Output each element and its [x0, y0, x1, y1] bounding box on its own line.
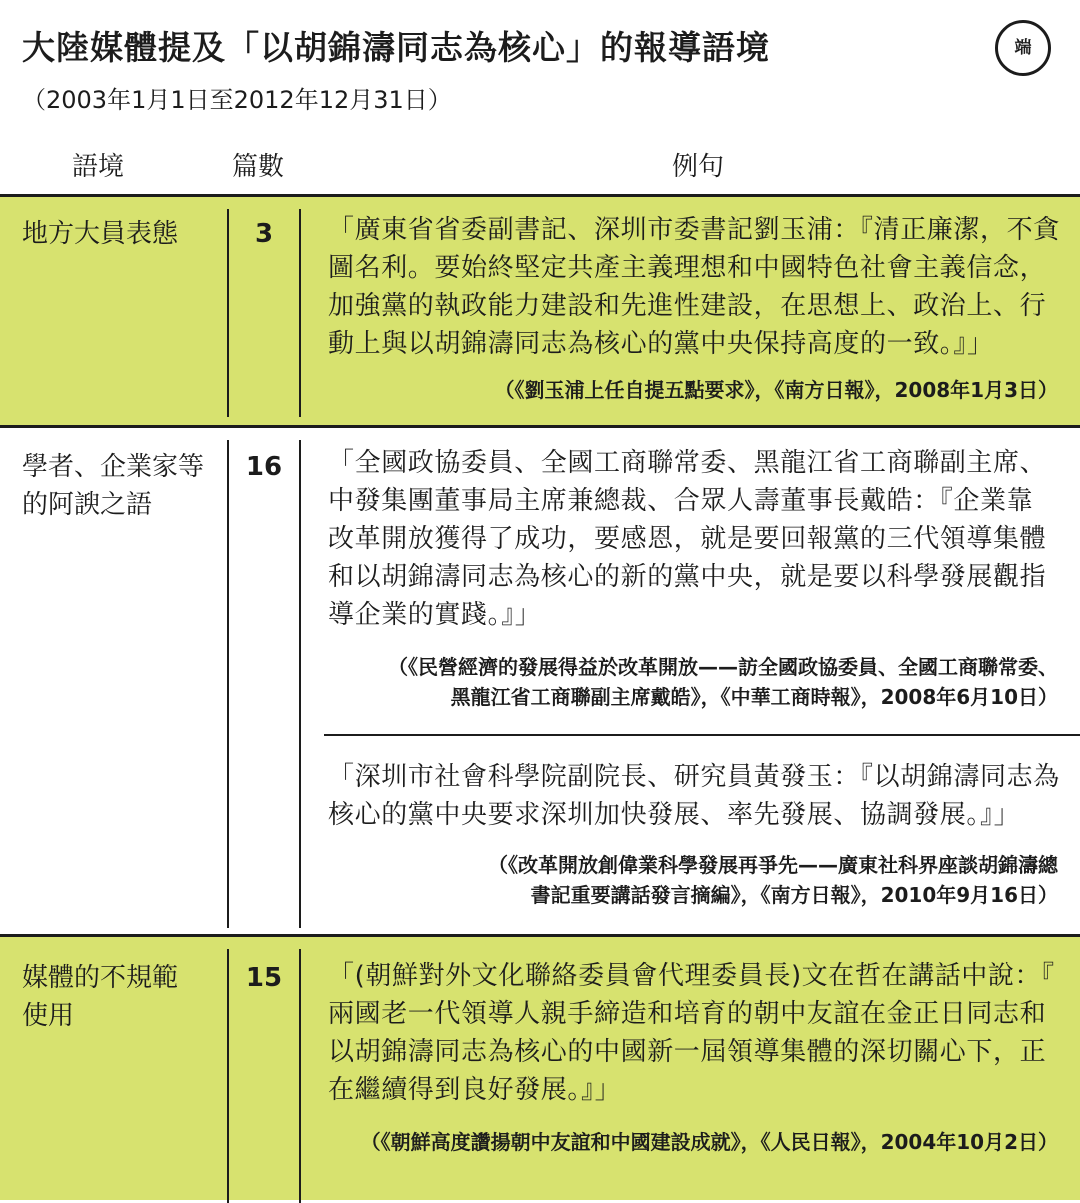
example-source: （《民營經濟的發展得益於改革開放——訪全國政協委員、全國工商聯常委、 黑龍江省工商聯副主席戴皓》，《中華工商時報》，2008年6月10日） [388, 655, 1058, 709]
column-header-count: 篇數 [232, 152, 285, 182]
row-context-label: 媒體的不規範 使用 [22, 963, 179, 1031]
date-range-subtitle: （2003年1月1日至2012年12月31日） [22, 86, 452, 114]
example-source: （《劉玉浦上任自提五點要求》，《南方日報》，2008年1月3日） [494, 378, 1058, 402]
column-divider [299, 209, 301, 417]
example-source: （《改革開放創偉業科學發展再爭先——廣東社科界座談胡錦濤總 書記重要講話發言摘編》，《南方日報》，2010年9月16日） [488, 853, 1058, 907]
column-divider [299, 440, 301, 928]
publisher-logo [995, 20, 1051, 76]
row-context-label: 學者、企業家等 的阿諛之語 [22, 452, 205, 520]
table-row [0, 425, 1080, 937]
column-header-example: 例句 [672, 152, 725, 182]
row-context-label: 地方大員表態 [22, 219, 179, 249]
example-quote: 「(朝鮮對外文化聯絡委員會代理委員長)文在哲在講話中說：『 兩國老一代領導人親手締造和培育的朝中友誼在金正日同志和 以胡錦濤同志為核心的中國新一屆領導集體的深切關心下，正 在繼續得到良好發展。』」 [328, 961, 1055, 1105]
row-count: 15 [245, 963, 283, 993]
example-quote: 「全國政協委員、全國工商聯常委、黑龍江省工商聯副主席、 中發集團董事局主席兼總裁、合眾人壽董事長戴皓：『企業靠 改革開放獲得了成功，要感恩，就是要回報黨的三代領導集體 和以胡錦濤同志為核心的新的黨中央，就是要以科學發展觀指 導企業的實踐。』」 [328, 448, 1047, 630]
column-divider [227, 440, 229, 928]
column-header-context: 語境 [72, 152, 125, 182]
row-count: 16 [245, 452, 283, 482]
table-row [0, 934, 1080, 1200]
example-source: （《朝鮮高度讚揚朝中友誼和中國建設成就》，《人民日報》，2004年10月2日） [360, 1130, 1058, 1154]
table-row [0, 194, 1080, 428]
example-divider [324, 734, 1080, 736]
page-title: 大陸媒體提及「以胡錦濤同志為核心」的報導語境 [22, 28, 770, 67]
example-quote: 「深圳市社會科學院副院長、研究員黃發玉：『以胡錦濤同志為 核心的黨中央要求深圳加快發展、率先發展、協調發展。』」 [328, 762, 1060, 830]
row-count: 3 [254, 219, 274, 249]
logo-text: 端 [1014, 37, 1032, 58]
example-quote: 「廣東省省委副書記、深圳市委書記劉玉浦：『清正廉潔，不貪 圖名利。要始終堅定共產主義理想和中國特色社會主義信念， 加強黨的執政能力建設和先進性建設，在思想上、政治上、行 動上與以胡錦濤同志為核心的黨中央保持高度的一致。』」 [328, 215, 1060, 359]
column-divider [299, 949, 301, 1203]
